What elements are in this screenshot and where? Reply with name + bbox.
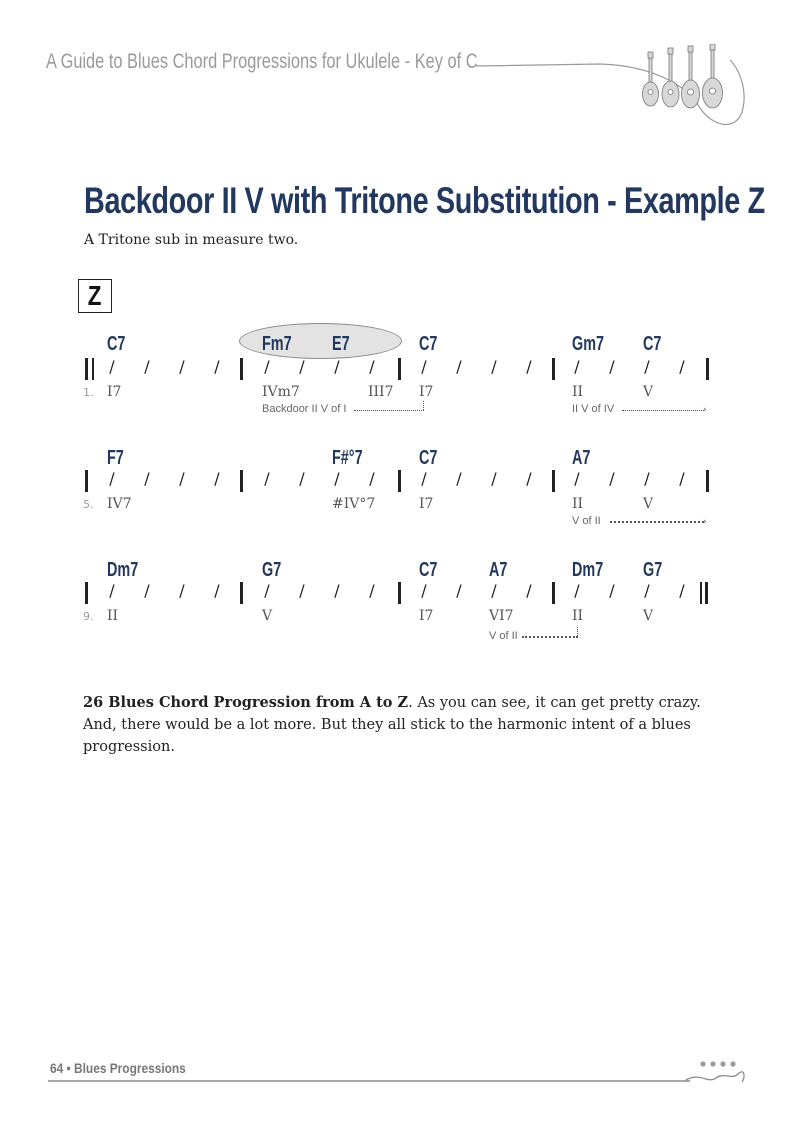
roman-numeral: VI7 <box>489 608 514 624</box>
roman-numeral: #IV°7 <box>332 496 376 512</box>
beat-slash: / <box>264 469 270 488</box>
analysis-note: Backdoor II V of I <box>262 403 347 415</box>
note-dotted-line <box>622 410 704 411</box>
beat-slash: / <box>679 469 685 488</box>
beat-slash: / <box>299 357 305 376</box>
paragraph-text: . As you can see, it can get pretty crazy. And, there would be a lot more. But they all stick to the harmonic intent of a blues progression. <box>83 695 701 755</box>
barline <box>398 582 401 604</box>
roman-numeral: V <box>262 608 273 624</box>
chord-symbol: A7 <box>572 447 591 469</box>
beat-slash: / <box>574 469 580 488</box>
roman-numeral: V <box>643 496 654 512</box>
note-arrow-up <box>423 401 424 410</box>
note-dotted-line <box>522 636 578 638</box>
roman-numeral: II <box>572 384 584 400</box>
chord-symbol: Gm7 <box>572 333 605 355</box>
beat-slash: / <box>456 469 462 488</box>
beat-slash: / <box>644 357 650 376</box>
end-repeat-bar <box>705 582 708 604</box>
footer-rule <box>0 1050 794 1090</box>
beat-slash: / <box>369 581 375 600</box>
beat-slash: / <box>144 469 150 488</box>
beat-slash: / <box>214 469 220 488</box>
beat-slash: / <box>526 581 532 600</box>
note-dotted-line <box>354 410 424 411</box>
start-repeat-bar <box>85 358 88 380</box>
beat-slash: / <box>179 581 185 600</box>
paragraph-lead: 26 Blues Chord Progression from A to Z <box>83 694 409 711</box>
beat-slash: / <box>144 357 150 376</box>
chord-symbol: Dm7 <box>107 559 139 581</box>
chord-symbol: A7 <box>489 559 508 581</box>
chord-symbol: Dm7 <box>572 559 604 581</box>
chord-symbol: F#°7 <box>332 447 363 469</box>
analysis-note: II V of IV <box>572 403 615 415</box>
barline <box>85 582 88 604</box>
note-arrow-up <box>577 627 578 636</box>
beat-slash: / <box>334 581 340 600</box>
measure-number: 9. <box>83 610 94 623</box>
beat-slash: / <box>369 469 375 488</box>
chord-symbol: G7 <box>643 559 663 581</box>
chord-symbol: F7 <box>107 447 124 469</box>
roman-numeral: I7 <box>419 384 434 400</box>
footer-separator: • <box>66 1060 71 1076</box>
beat-slash: / <box>179 469 185 488</box>
beat-slash: / <box>574 581 580 600</box>
beat-slash: / <box>369 357 375 376</box>
chord-symbol: Fm7 <box>262 333 292 355</box>
beat-slash: / <box>421 469 427 488</box>
beat-slash: / <box>334 469 340 488</box>
beat-slash: / <box>644 469 650 488</box>
beat-slash: / <box>679 581 685 600</box>
roman-numeral: I7 <box>419 496 434 512</box>
beat-slash: / <box>679 357 685 376</box>
subtitle: A Tritone sub in measure two. <box>84 232 299 248</box>
barline <box>240 582 243 604</box>
beat-slash: / <box>421 357 427 376</box>
roman-numeral: II <box>572 496 584 512</box>
chord-symbol: C7 <box>107 333 126 355</box>
beat-slash: / <box>644 581 650 600</box>
beat-slash: / <box>609 581 615 600</box>
barline <box>706 470 709 492</box>
beat-slash: / <box>491 357 497 376</box>
section-name: Blues Progressions <box>74 1060 186 1076</box>
beat-slash: / <box>334 357 340 376</box>
beat-slash: / <box>456 357 462 376</box>
beat-slash: / <box>109 581 115 600</box>
chord-symbol: G7 <box>262 559 282 581</box>
roman-numeral: I7 <box>107 384 122 400</box>
barline <box>706 358 709 380</box>
barline <box>552 358 555 380</box>
start-repeat-thin <box>92 358 94 380</box>
barline <box>398 358 401 380</box>
roman-numeral: II <box>107 608 119 624</box>
chord-symbol: C7 <box>419 559 438 581</box>
page-number: 64 <box>50 1060 64 1076</box>
barline <box>552 470 555 492</box>
ukulele-icon <box>640 44 730 110</box>
beat-slash: / <box>491 469 497 488</box>
chord-symbol: C7 <box>643 333 662 355</box>
example-label-box <box>78 279 112 313</box>
beat-slash: / <box>609 469 615 488</box>
beat-slash: / <box>109 357 115 376</box>
measure-number: 1. <box>83 386 94 399</box>
beat-slash: / <box>264 357 270 376</box>
roman-numeral: II <box>572 608 584 624</box>
roman-numeral: III7 <box>368 384 394 400</box>
barline <box>552 582 555 604</box>
roman-numeral: IV7 <box>107 496 132 512</box>
arrow-right-icon: › <box>703 517 707 527</box>
barline <box>240 470 243 492</box>
beat-slash: / <box>179 357 185 376</box>
chord-symbol: C7 <box>419 447 438 469</box>
end-repeat-thin <box>700 582 702 604</box>
roman-numeral: V <box>643 384 654 400</box>
beat-slash: / <box>264 581 270 600</box>
beat-slash: / <box>526 469 532 488</box>
chord-symbol: C7 <box>419 333 438 355</box>
barline <box>240 358 243 380</box>
barline <box>398 470 401 492</box>
beat-slash: / <box>299 581 305 600</box>
beat-slash: / <box>526 357 532 376</box>
beat-slash: / <box>491 581 497 600</box>
beat-slash: / <box>609 357 615 376</box>
roman-numeral: IVm7 <box>262 384 300 400</box>
analysis-note: V of II <box>572 515 601 527</box>
beat-slash: / <box>299 469 305 488</box>
measure-number: 5. <box>83 498 94 511</box>
beat-slash: / <box>214 581 220 600</box>
page-title: Backdoor II V with Tritone Substitution - Example Z <box>84 180 765 221</box>
arrow-right-icon: › <box>703 405 707 415</box>
roman-numeral: I7 <box>419 608 434 624</box>
beat-slash: / <box>421 581 427 600</box>
note-dotted-line <box>610 521 704 523</box>
beat-slash: / <box>144 581 150 600</box>
beat-slash: / <box>214 357 220 376</box>
header-title: A Guide to Blues Chord Progressions for Ukulele - Key of C <box>46 50 478 73</box>
analysis-note: V of II <box>489 630 518 642</box>
beat-slash: / <box>109 469 115 488</box>
barline <box>85 470 88 492</box>
roman-numeral: V <box>643 608 654 624</box>
example-letter: Z <box>88 280 102 311</box>
body-paragraph <box>83 692 723 758</box>
chord-symbol: E7 <box>332 333 350 355</box>
beat-slash: / <box>574 357 580 376</box>
beat-slash: / <box>456 581 462 600</box>
